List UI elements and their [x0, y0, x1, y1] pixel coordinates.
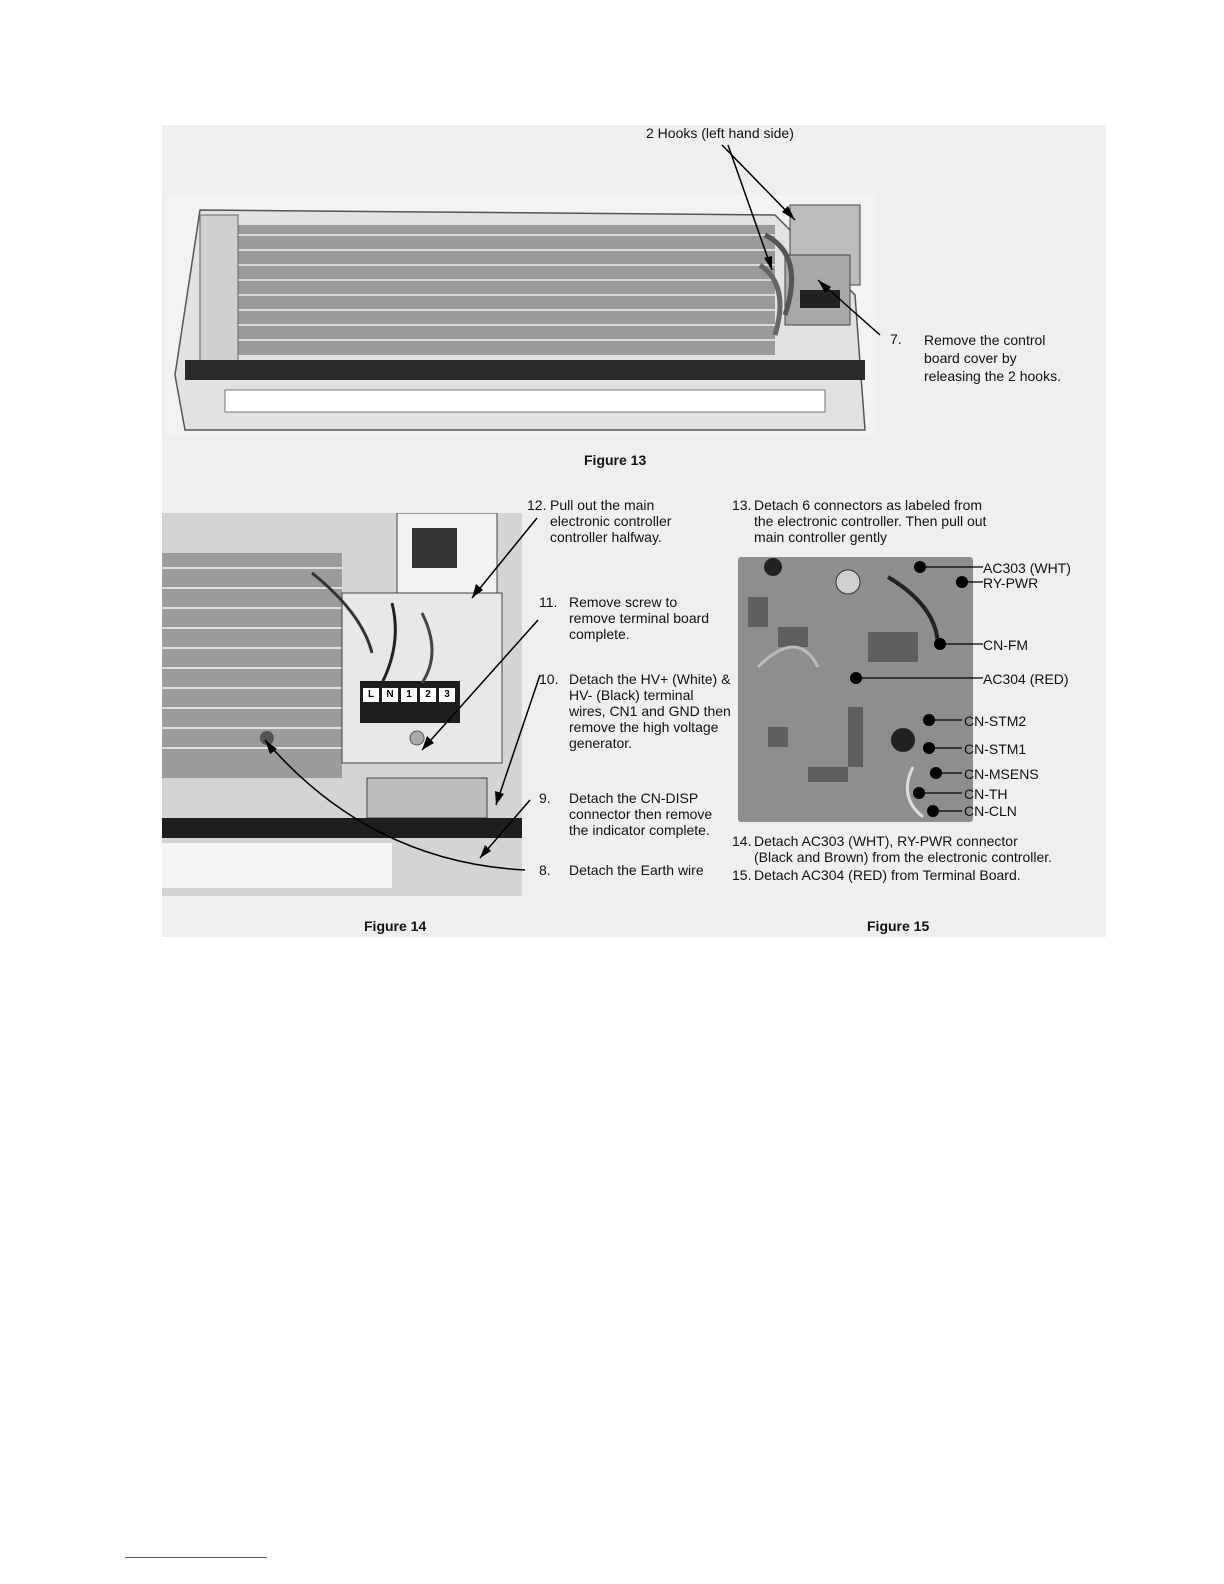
connector-label-cn-stm2: CN-STM2 — [964, 713, 1027, 729]
terminal-label: 1 — [401, 688, 417, 702]
terminal-label: N — [382, 688, 398, 702]
figure-13-caption: Figure 13 — [584, 452, 647, 468]
step-13-line: the electronic controller. Then pull out — [754, 513, 987, 529]
step-7-number: 7. — [890, 331, 902, 347]
step-13-line: Detach 6 connectors as labeled from — [754, 497, 983, 513]
step-14-number: 14. — [732, 833, 752, 849]
hooks-callout: 2 Hooks (left hand side) — [646, 125, 794, 141]
step-12-line: controller halfway. — [550, 529, 662, 545]
connector-label-cn-msens: CN-MSENS — [964, 766, 1039, 782]
step-15-line: Detach AC304 (RED) from Terminal Board. — [754, 867, 1021, 883]
step-15-number: 15. — [732, 867, 752, 883]
step-9-line: connector then remove — [569, 806, 713, 822]
step-11-line: remove terminal board — [569, 610, 710, 626]
step-8-number: 8. — [539, 862, 551, 878]
figure-15-caption: Figure 15 — [867, 918, 930, 934]
step-11-line: complete. — [569, 626, 630, 642]
step-10-number: 10. — [539, 671, 559, 687]
step-11-number: 11. — [539, 594, 558, 610]
step-11-line: Remove screw to — [569, 594, 678, 610]
step-9-number: 9. — [539, 790, 551, 806]
step-10-line: Detach the HV+ (White) & — [569, 671, 731, 687]
step-7-line: Remove the control — [924, 332, 1046, 348]
step-13-number: 13. — [732, 497, 752, 513]
step-10-line: generator. — [569, 735, 633, 751]
connector-label-cn-fm: CN-FM — [983, 637, 1029, 653]
step-9-line: Detach the CN-DISP — [569, 790, 699, 806]
step-12-line: electronic controller — [550, 513, 672, 529]
connector-label-cn-stm1: CN-STM1 — [964, 741, 1027, 757]
footnote-separator — [125, 1557, 267, 1558]
step-14-line: Detach AC303 (WHT), RY-PWR connector — [754, 833, 1018, 849]
step-9-line: the indicator complete. — [569, 822, 710, 838]
terminal-label: 3 — [439, 688, 455, 702]
step-10-line: remove the high voltage — [569, 719, 719, 735]
connector-label-ac304: AC304 (RED) — [983, 671, 1069, 687]
step-10-line: wires, CN1 and GND then — [569, 703, 731, 719]
terminal-label: L — [363, 688, 379, 702]
connector-label-cn-cln: CN-CLN — [964, 803, 1017, 819]
step-7-line: board cover by — [924, 350, 1017, 366]
step-8-line: Detach the Earth wire — [569, 862, 704, 878]
figure-14-caption: Figure 14 — [364, 918, 427, 934]
connector-label-cn-th: CN-TH — [964, 786, 1008, 802]
step-12-line: Pull out the main — [550, 497, 655, 513]
step-14-line: (Black and Brown) from the electronic controller. — [754, 849, 1053, 865]
step-12-number: 12. — [527, 497, 547, 513]
terminal-label: 2 — [420, 688, 436, 702]
step-7-line: releasing the 2 hooks. — [924, 368, 1061, 384]
figure-13-arrows — [700, 140, 900, 340]
connector-label-ry-pwr: RY-PWR — [983, 575, 1039, 591]
step-13-line: main controller gently — [754, 529, 888, 545]
connector-label-ac303: AC303 (WHT) — [983, 560, 1071, 576]
figure-14-arrows — [250, 500, 550, 880]
step-10-line: HV- (Black) terminal — [569, 687, 694, 703]
